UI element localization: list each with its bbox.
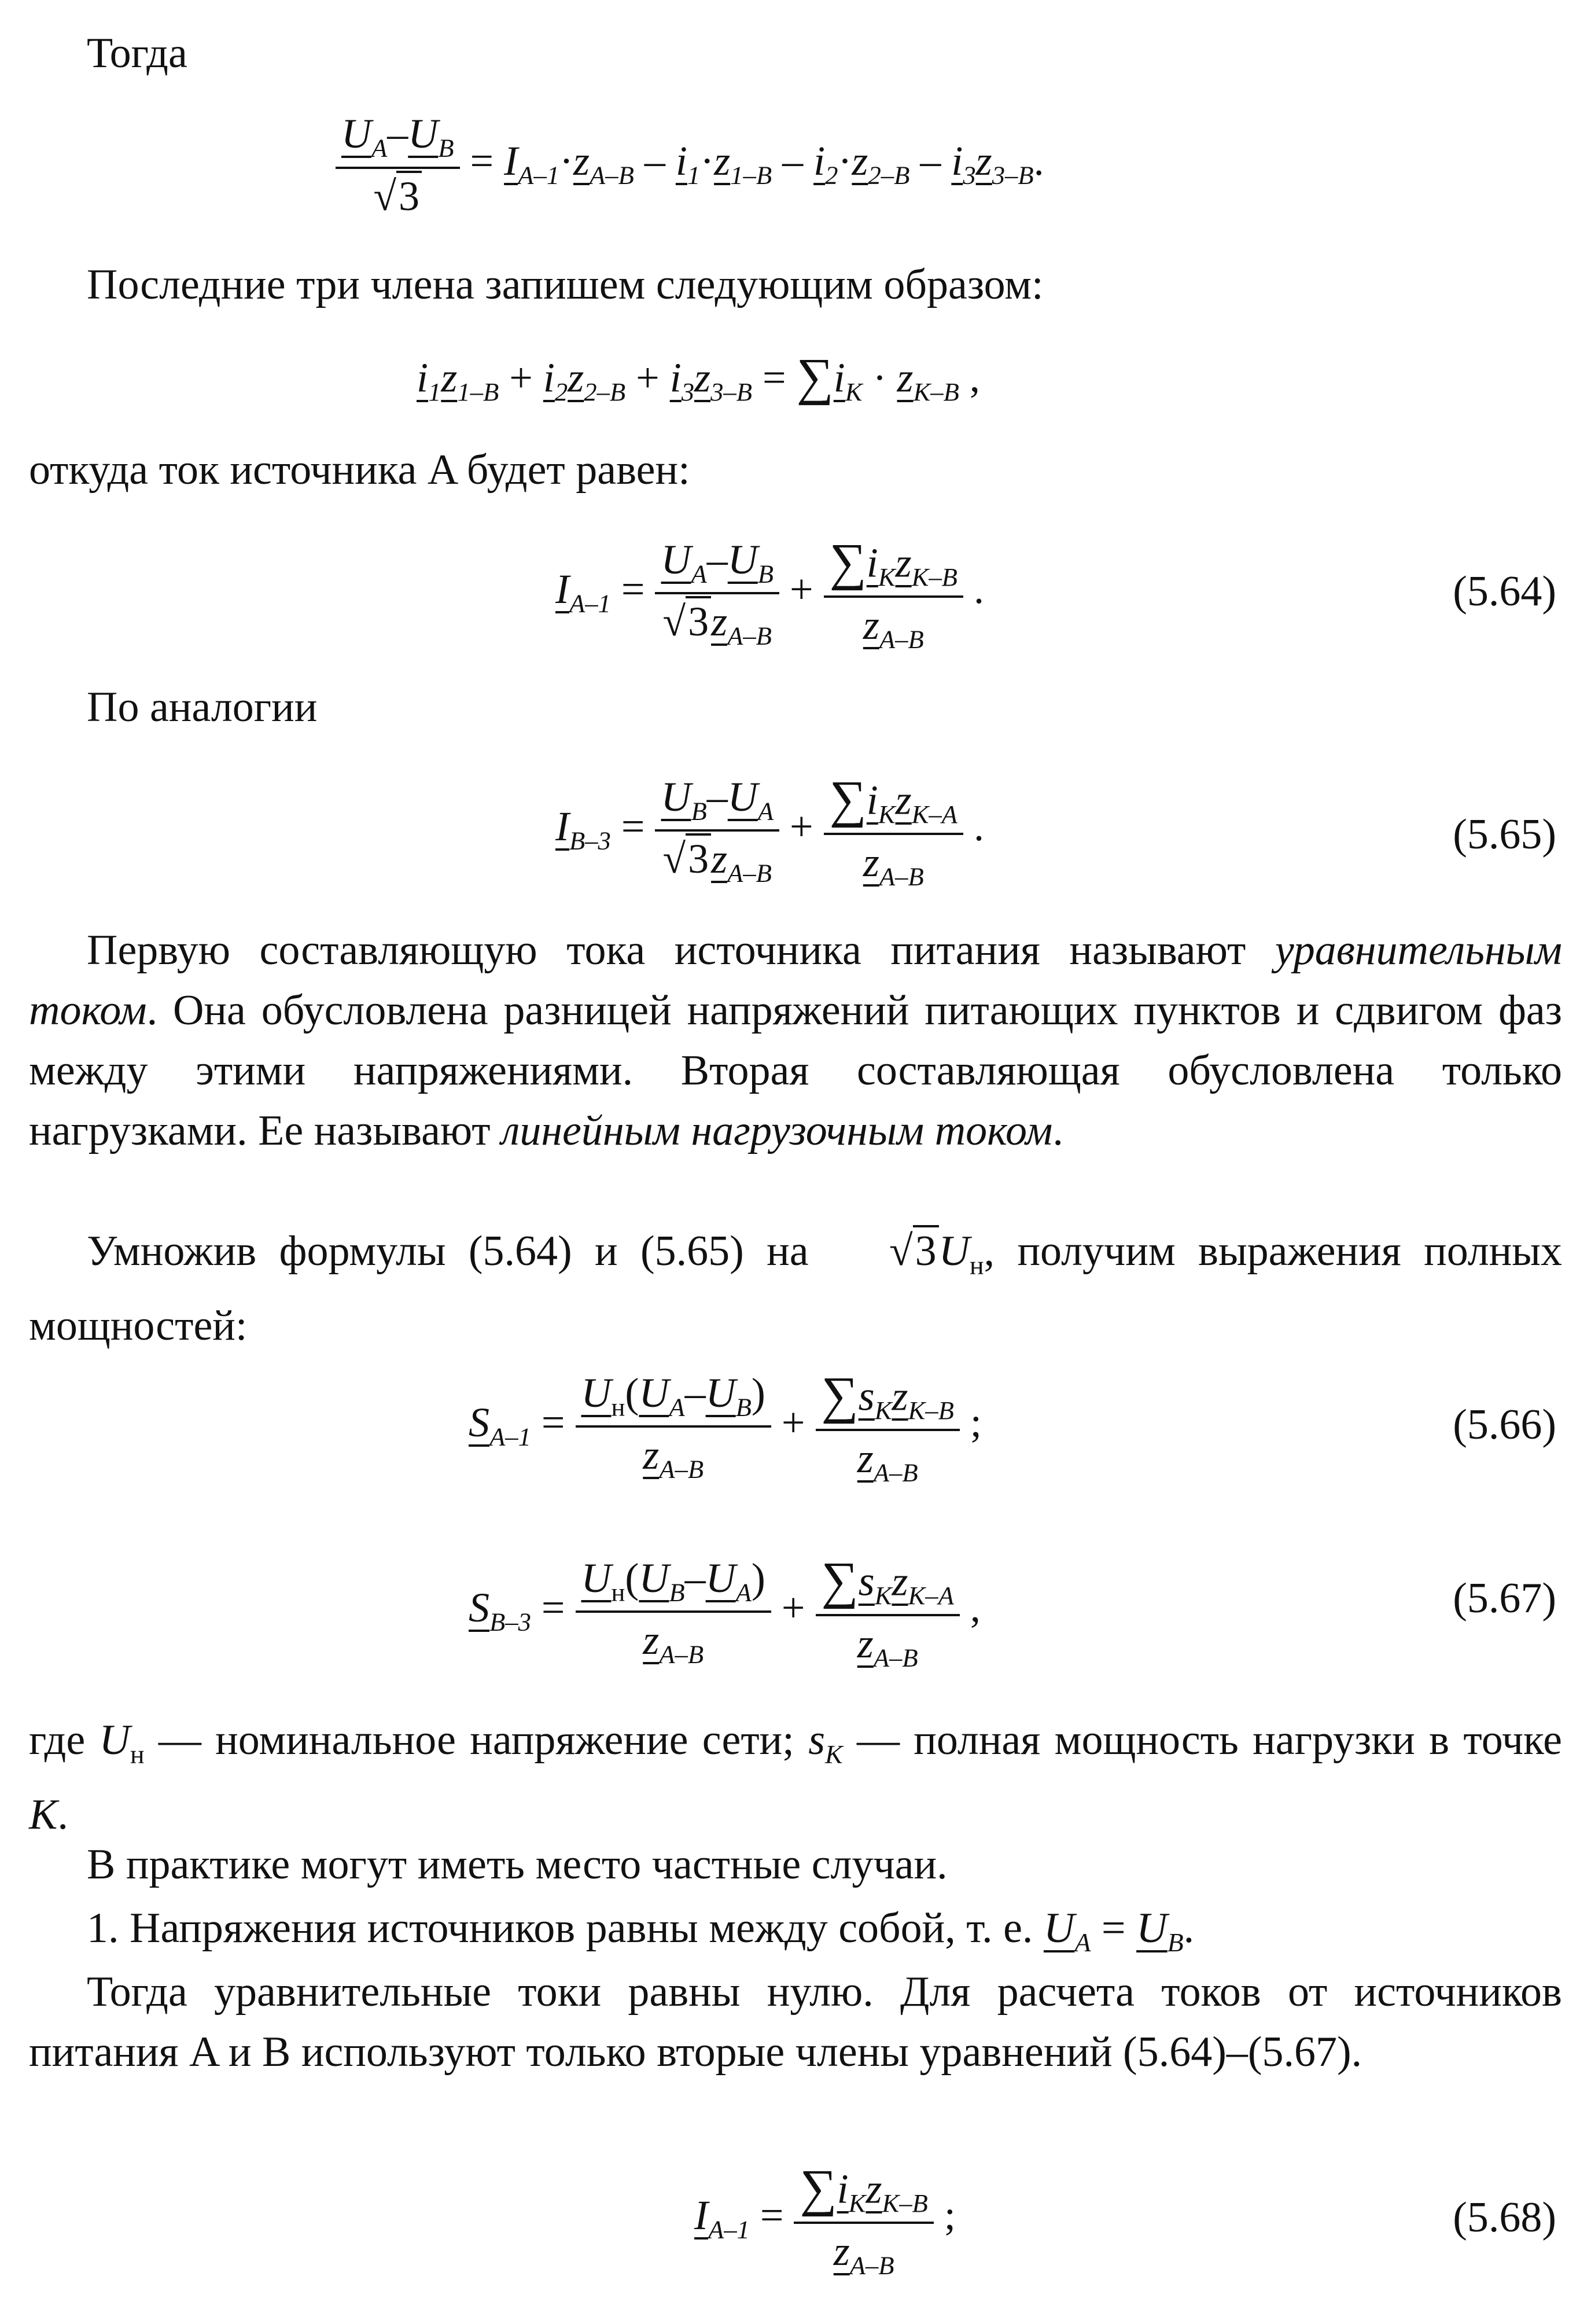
paragraph-case-1: 1. Напряжения источников равны между собой, т. е. $U_A = U_B$.: [87, 1904, 1195, 1958]
equation-number-5-66: (5.66): [1453, 1401, 1556, 1448]
equation-number-5-67: (5.67): [1453, 1575, 1556, 1622]
sqrt3-un: $√3U_н$: [831, 1227, 984, 1275]
equation-voltage-drop: $\frac{U_A-U_B}{√3}$ = $I_{A-1}\cdot z_{A-B} - i_1\cdot z_{1-B} - i_2\cdot z_{2-B} - i_3z_{3-B}$.: [0, 110, 1591, 220]
where-text-3: — полная мощность нагрузки в точке: [842, 1716, 1562, 1764]
paragraph-practice: В практике могут иметь место частные случаи.: [87, 1841, 948, 1888]
multiply-text-2: , получим выражения полных мощностей:: [29, 1227, 1562, 1350]
equation-number-5-68: (5.68): [1453, 2194, 1556, 2241]
components-text-3: .: [1052, 1107, 1063, 1154]
point-k: K: [29, 1791, 58, 1839]
paragraph-last-three: Последние три члена запишем следующим образом:: [87, 261, 1044, 308]
equation-number-5-65: (5.65): [1453, 811, 1556, 858]
paragraph-where: где $U_н$ — номинальное напряжение сети; $s_K$ — полная мощность нагрузки в точке K.: [29, 1716, 1562, 1839]
equation-5-67: $S_{B-3}$ = $\frac{U_н(U_B-U_A)}{z_{A-B}}$ + $\frac{\sum s_Kz_{K-A}}{z_{A-B}}$ ,: [469, 1552, 981, 1672]
case-1-text: 1. Напряжения источников равны между собой, т. е.: [87, 1904, 1044, 1952]
equation-5-64: $I_{A-1}$ = $\frac{U_A-U_B}{√3z_{A-B}}$ + $\frac{\sum i_Kz_{K-B}}{z_{A-B}}$ .: [555, 534, 984, 654]
equation-sum: $i_1z_{1-B} + i_2z_{2-B} + i_3z_{3-B} = \sum i_K \cdot z_{K-B}$ ,: [417, 348, 980, 407]
paragraph-equalizing-zero: Тогда уравнительные токи равны нулю. Для расчета токов от источников питания A и B используют только вторые члены уравнений (5.64)–(5.67).: [29, 1968, 1562, 2076]
paragraph-analogy: По аналогии: [87, 683, 318, 731]
equation-5-65: $I_{B-3}$ = $\frac{U_B-U_A}{√3z_{A-B}}$ + $\frac{\sum i_Kz_{K-A}}{z_{A-B}}$ .: [555, 771, 984, 891]
where-text-1: где: [29, 1716, 100, 1764]
paragraph-multiply: [29, 1221, 1562, 1356]
equation-5-66: $S_{A-1}$ = $\frac{U_н(U_A-U_B)}{z_{A-B}}$ + $\frac{\sum s_Kz_{K-B}}{z_{A-B}}$ ;: [469, 1367, 982, 1487]
where-text-2: — номинальное напряжение сети;: [144, 1716, 809, 1764]
term-linear-load-current: линейным нагрузочным током: [501, 1107, 1053, 1154]
components-text-2: . Она обусловлена разницей напряжений питающих пунктов и сдвигом фаз между этими напряжениями. Вторая составляющая обусловлена только нагрузками. Ее называют: [29, 987, 1562, 1154]
equation-number-5-64: (5.64): [1453, 568, 1556, 615]
paragraph-components: [29, 920, 1562, 1161]
where-text-4: .: [57, 1791, 68, 1839]
multiply-text-1: Умножив формулы (5.64) и (5.65) на: [87, 1227, 831, 1275]
paragraph-current-a: откуда ток источника A будет равен:: [29, 446, 690, 494]
components-text-1: Первую составляющую тока источника питания называют: [87, 926, 1275, 974]
term-equalizing-current: уравнительным током: [29, 926, 1562, 1034]
equation-5-68: $I_{A-1}$ = $\frac{\sum i_Kz_{K-B}}{z_{A-B}}$ ;: [694, 2160, 956, 2280]
paragraph-then: Тогда: [87, 30, 187, 77]
